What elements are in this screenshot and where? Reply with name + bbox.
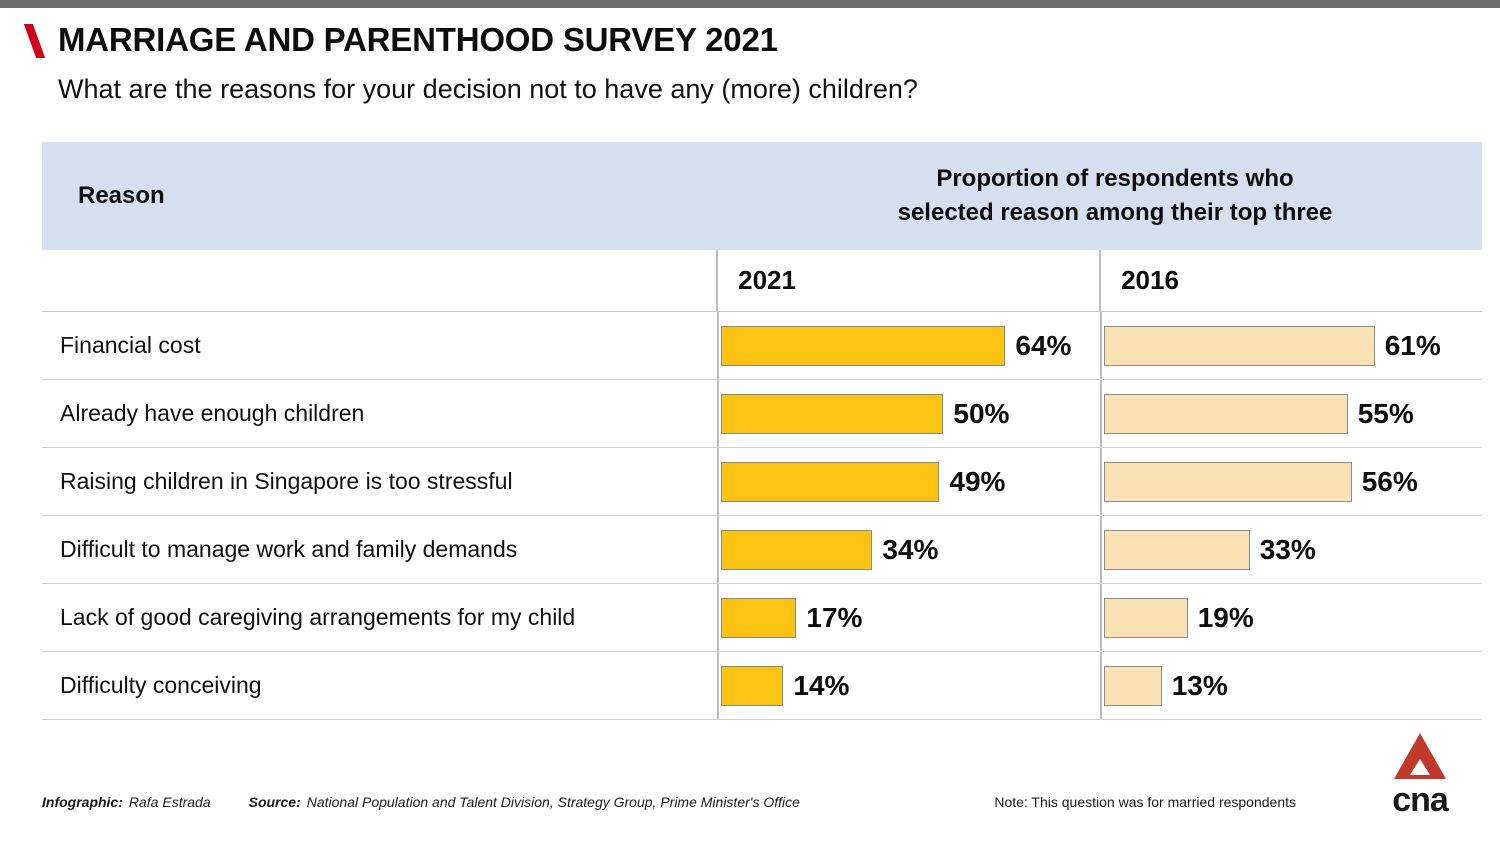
bar-label-2021: 64% xyxy=(1015,329,1072,361)
row-reason-label: Difficult to manage work and family demands xyxy=(60,536,518,562)
red-slash-icon xyxy=(26,24,48,58)
row-bar-2021 xyxy=(717,380,1099,447)
bar-label-2021: 49% xyxy=(949,465,1006,497)
column-header-proportion xyxy=(748,142,1482,250)
row-bar-2021 xyxy=(717,584,1099,651)
bar-label-2016: 55% xyxy=(1357,397,1414,429)
row-reason-label: Difficulty conceiving xyxy=(60,672,262,698)
bar-2016 xyxy=(1104,326,1375,366)
source-label: Source: xyxy=(248,794,301,810)
year-header-2021: 2021 xyxy=(716,250,1099,311)
year-header-row xyxy=(42,250,1482,312)
bar-2016 xyxy=(1104,394,1348,434)
bar-2016 xyxy=(1104,598,1188,638)
column-header-proportion-line1: Proportion of respondents who xyxy=(936,165,1294,192)
bar-2021 xyxy=(721,598,796,638)
row-bar-2021 xyxy=(717,516,1099,583)
bar-label-2016: 13% xyxy=(1171,669,1228,701)
infographic-label: Infographic: xyxy=(42,794,123,810)
bar-2021 xyxy=(721,530,872,570)
page-subtitle: What are the reasons for your decision not to have any (more) children? xyxy=(58,74,918,104)
bar-label-2021: 14% xyxy=(793,669,850,701)
bar-2016 xyxy=(1104,666,1162,706)
bar-2016 xyxy=(1104,530,1250,570)
table-row xyxy=(42,516,1482,584)
row-bar-2016 xyxy=(1100,380,1482,447)
row-bar-2016 xyxy=(1100,584,1482,651)
year-header-2016: 2016 xyxy=(1099,250,1482,311)
bar-2021 xyxy=(721,394,943,434)
bar-label-2021: 17% xyxy=(806,601,863,633)
bar-label-2016: 61% xyxy=(1384,329,1441,361)
table-row xyxy=(42,448,1482,516)
row-bar-2016 xyxy=(1100,312,1482,379)
page-title: MARRIAGE AND PARENTHOOD SURVEY 2021 xyxy=(58,21,778,58)
header xyxy=(26,22,1476,106)
data-table xyxy=(42,142,1482,720)
cna-logo-text: cna xyxy=(1392,781,1448,819)
row-bar-2016 xyxy=(1100,448,1482,515)
table-row xyxy=(42,652,1482,720)
bar-2016 xyxy=(1104,462,1352,502)
table-row xyxy=(42,380,1482,448)
row-bar-2021 xyxy=(717,312,1099,379)
cna-mark-icon xyxy=(1394,733,1446,779)
bar-label-2021: 50% xyxy=(953,397,1010,429)
table-row xyxy=(42,312,1482,380)
row-reason-label: Raising children in Singapore is too stressful xyxy=(60,468,513,494)
bar-label-2021: 34% xyxy=(882,533,939,565)
top-bar xyxy=(0,0,1500,8)
row-reason-label: Lack of good caregiving arrangements for my child xyxy=(60,604,576,630)
footer-note: Note: This question was for married respondents xyxy=(994,794,1296,810)
row-reason-label: Already have enough children xyxy=(60,400,365,426)
column-header-proportion-line2: selected reason among their top three xyxy=(897,199,1333,226)
bar-2021 xyxy=(721,666,783,706)
source-value: National Population and Talent Division, Strategy Group, Prime Minister's Office xyxy=(306,794,800,810)
year-header-spacer xyxy=(42,250,716,311)
row-reason-label: Financial cost xyxy=(60,332,201,358)
bar-2021 xyxy=(721,462,939,502)
bar-label-2016: 33% xyxy=(1259,533,1316,565)
footer xyxy=(42,794,1382,810)
title-row xyxy=(26,22,1476,58)
cna-logo xyxy=(1374,728,1466,820)
column-header-reason: Reason xyxy=(78,182,165,209)
infographic-value: Rafa Estrada xyxy=(128,794,211,810)
bar-label-2016: 56% xyxy=(1361,465,1418,497)
bar-label-2016: 19% xyxy=(1197,601,1254,633)
table-header xyxy=(42,142,1482,250)
bar-2021 xyxy=(721,326,1005,366)
row-bar-2016 xyxy=(1100,516,1482,583)
row-bar-2021 xyxy=(717,448,1099,515)
table-row xyxy=(42,584,1482,652)
row-bar-2016 xyxy=(1100,652,1482,719)
row-bar-2021 xyxy=(717,652,1099,719)
